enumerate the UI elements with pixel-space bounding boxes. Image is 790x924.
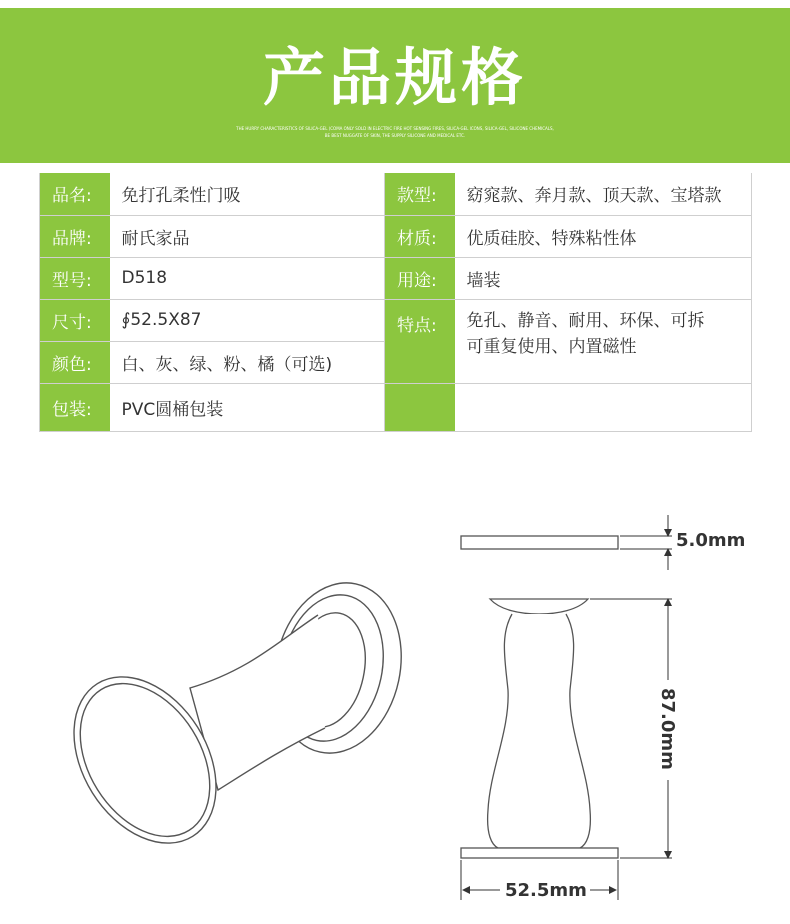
- spec-row: [40, 173, 752, 215]
- label-material: 材质:: [385, 215, 455, 257]
- value-usage: 墙装: [455, 257, 752, 299]
- dimension-height: 87.0mm: [657, 688, 678, 770]
- banner-subtitle-line1: THE HURRY CHARACTERISTICS OF SILICA-GEL (COMA ONLY SOLD IN ELECTRIC FIRE HOT SENSING FIRES, SILICA-GEL ICONS, SILICA-GEL, SILICONE CHEMICALS,: [236, 126, 554, 131]
- door-stop-perspective-drawing: [45, 571, 417, 869]
- value-pack: PVC圆桶包装: [110, 383, 385, 431]
- label-color: 颜色:: [40, 341, 110, 383]
- label-style: 款型:: [385, 173, 455, 215]
- label-empty: [385, 383, 455, 431]
- value-brand: 耐氏家品: [110, 215, 385, 257]
- spec-row: [40, 257, 752, 299]
- label-name: 品名:: [40, 173, 110, 215]
- value-size: ∮52.5X87: [110, 299, 385, 341]
- page-title: 产品规格: [262, 41, 527, 114]
- dimension-thickness: 5.0mm: [676, 530, 746, 551]
- label-brand: 品牌:: [40, 215, 110, 257]
- value-feature: [455, 299, 752, 383]
- value-empty: [455, 383, 752, 431]
- feature-line-2: 可重复使用、内置磁性: [466, 336, 637, 357]
- spec-row: [40, 383, 752, 431]
- label-size: 尺寸:: [40, 299, 110, 341]
- value-style: 窈窕款、奔月款、顶天款、宝塔款: [455, 173, 752, 215]
- label-usage: 用途:: [385, 257, 455, 299]
- spec-table: [39, 173, 752, 432]
- spec-row: [40, 215, 752, 257]
- feature-line-1: 免孔、静音、耐用、环保、可拆: [466, 310, 705, 331]
- label-model: 型号:: [40, 257, 110, 299]
- spec-row: [40, 299, 752, 341]
- value-name: 免打孔柔性门吸: [110, 173, 385, 215]
- header-banner: [0, 8, 790, 163]
- value-color: 白、灰、绿、粉、橘（可选): [110, 341, 385, 383]
- banner-subtitle-line2: BE BEST NUGGATE OF SKIN, THE SUPPLY SILICONE AND MEDICAL ETC.: [324, 133, 466, 138]
- door-stop-side-drawing: [461, 536, 618, 858]
- value-material: 优质硅胶、特殊粘性体: [455, 215, 752, 257]
- label-feature: 特点:: [385, 299, 455, 383]
- dimension-diameter: 52.5mm: [505, 880, 587, 901]
- label-pack: 包装:: [40, 383, 110, 431]
- product-drawings: [0, 460, 790, 924]
- value-model: D518: [110, 257, 385, 299]
